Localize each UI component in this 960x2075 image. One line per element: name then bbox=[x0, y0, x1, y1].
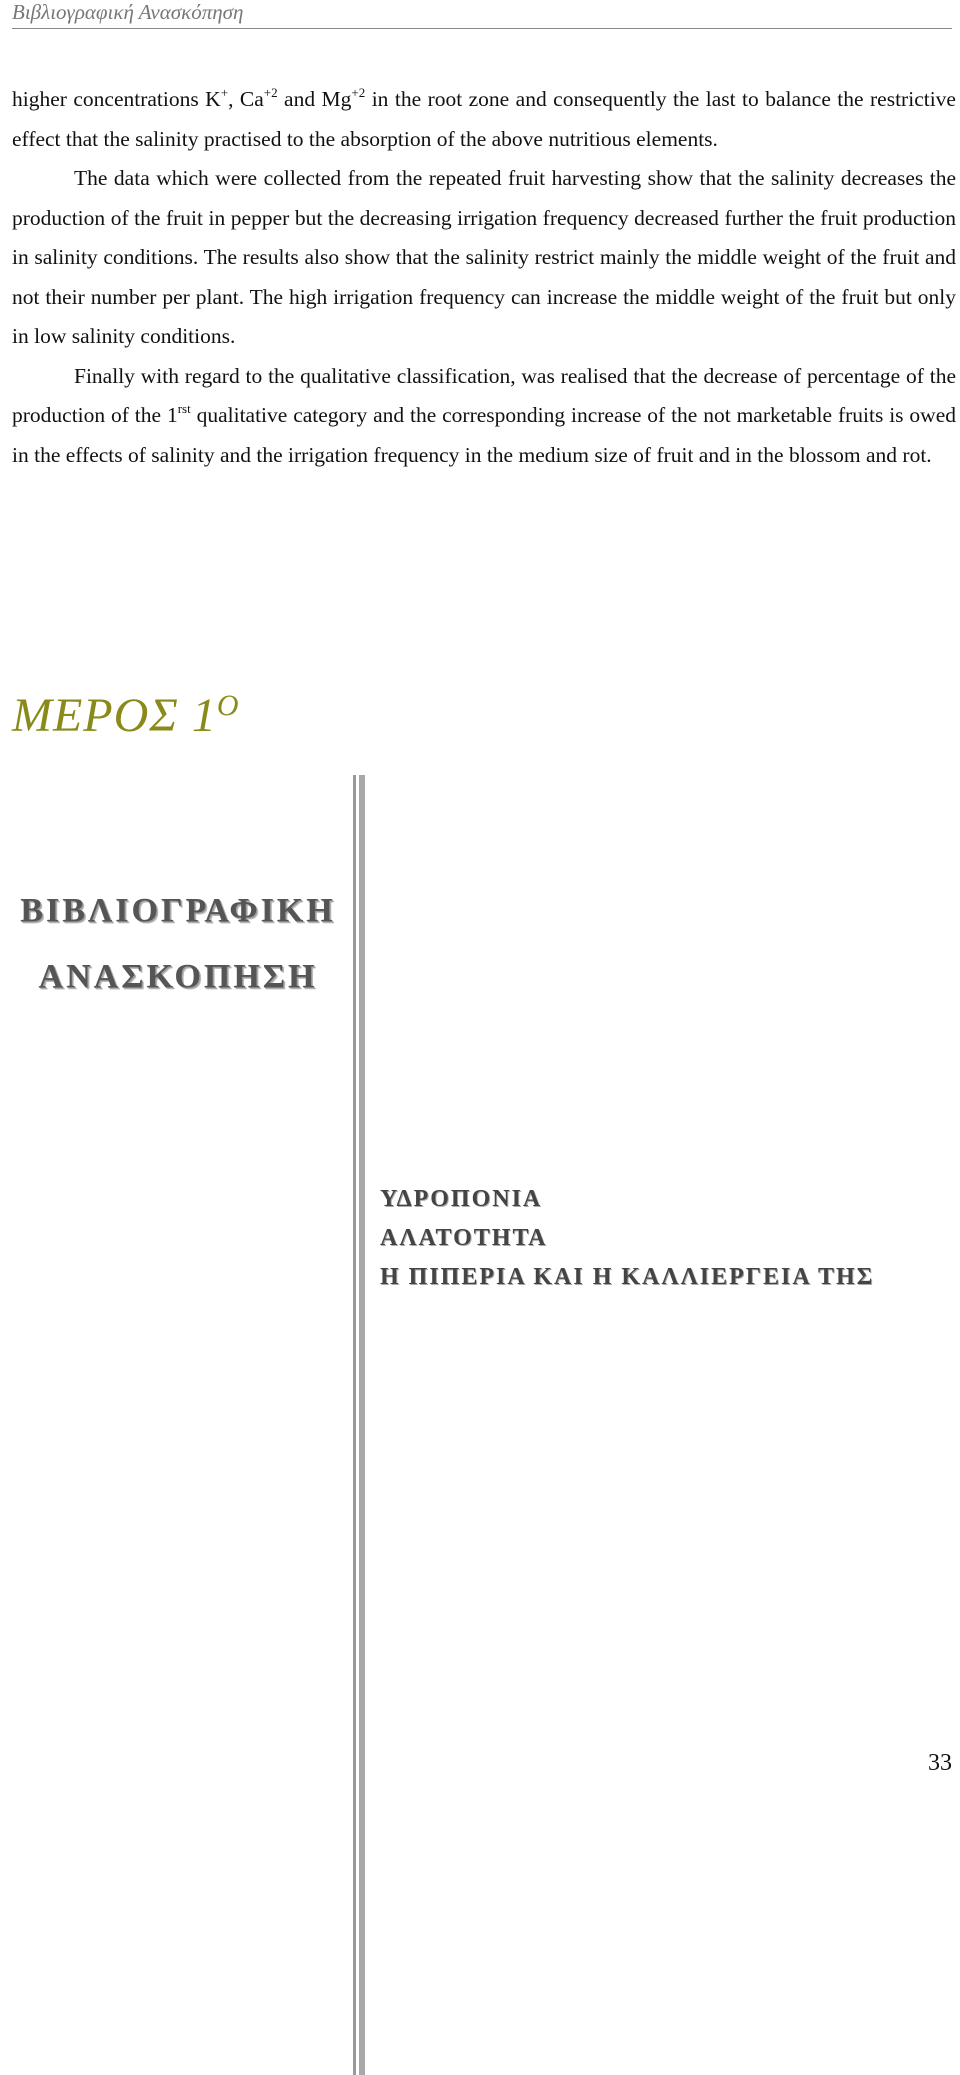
topics-list bbox=[380, 1180, 874, 1297]
section-heading bbox=[0, 878, 356, 1010]
topic-item: ΥΔΡΟΠΟΝΙΑ bbox=[380, 1186, 543, 1212]
running-header: Βιβλιογραφική Ανασκόπηση bbox=[12, 0, 244, 24]
paragraph-1 bbox=[12, 80, 956, 159]
paragraph-1-text-b: , Ca bbox=[228, 87, 264, 111]
superscript-ca-charge: +2 bbox=[263, 85, 278, 100]
paragraph-3-text-b: qualitative category and the corresponding increase of the not marketable fruits is owed in the effects of salinity and the irrigation frequency in the medium size of fruit and in the blossom and rot. bbox=[12, 403, 956, 467]
section-heading-line-2: ΑΝΑΣΚΟΠΗΣΗ bbox=[38, 958, 318, 995]
paragraph-1-text-c: and Mg bbox=[277, 87, 352, 111]
superscript-mg-charge: +2 bbox=[351, 85, 366, 100]
paragraph-2: The data which were collected from the repeated fruit harvesting show that the salinity decreases the production of the fruit in pepper but the decreasing irrigation frequency decreased further the fruit production in salinity conditions. The results also show that the salinity restrict mainly the middle weight of the fruit and not their number per plant. The high irrigation frequency can increase the middle weight of the fruit but only in low salinity conditions. bbox=[12, 166, 956, 348]
paragraph-1-text-a: higher concentrations K bbox=[12, 87, 221, 111]
topic-item: ΑΛΑΤΟΤΗΤΑ bbox=[380, 1225, 548, 1251]
header-rule bbox=[12, 28, 952, 29]
paragraph-1-text-d: in the root zone and consequently the last to balance the restrictive effect that the salinity practised to the absorption of the above nutritious elements. bbox=[12, 87, 956, 151]
body-text bbox=[12, 80, 956, 475]
part-title-superscript: Ο bbox=[216, 689, 239, 722]
superscript-k-charge: + bbox=[220, 85, 229, 100]
page-number: 33 bbox=[928, 1750, 952, 1776]
topic-item: Η ΠΙΠΕΡΙΑ ΚΑΙ Η ΚΑΛΛΙΕΡΓΕΙΑ ΤΗΣ bbox=[380, 1264, 875, 1290]
part-title bbox=[12, 688, 238, 744]
paragraph-3-text-a: Finally with regard to the qualitative classification, was realised that the decrease of percentage of the production of the 1 bbox=[12, 363, 956, 427]
section-heading-line-1: ΒΙΒΛΙΟΓΡΑΦΙΚΗ bbox=[20, 892, 336, 929]
vertical-rule-thick bbox=[359, 775, 365, 2075]
paragraph-3 bbox=[12, 357, 956, 476]
superscript-ordinal: rst bbox=[177, 401, 191, 416]
part-title-text: ΜΕΡΟΣ 1 bbox=[12, 689, 217, 742]
